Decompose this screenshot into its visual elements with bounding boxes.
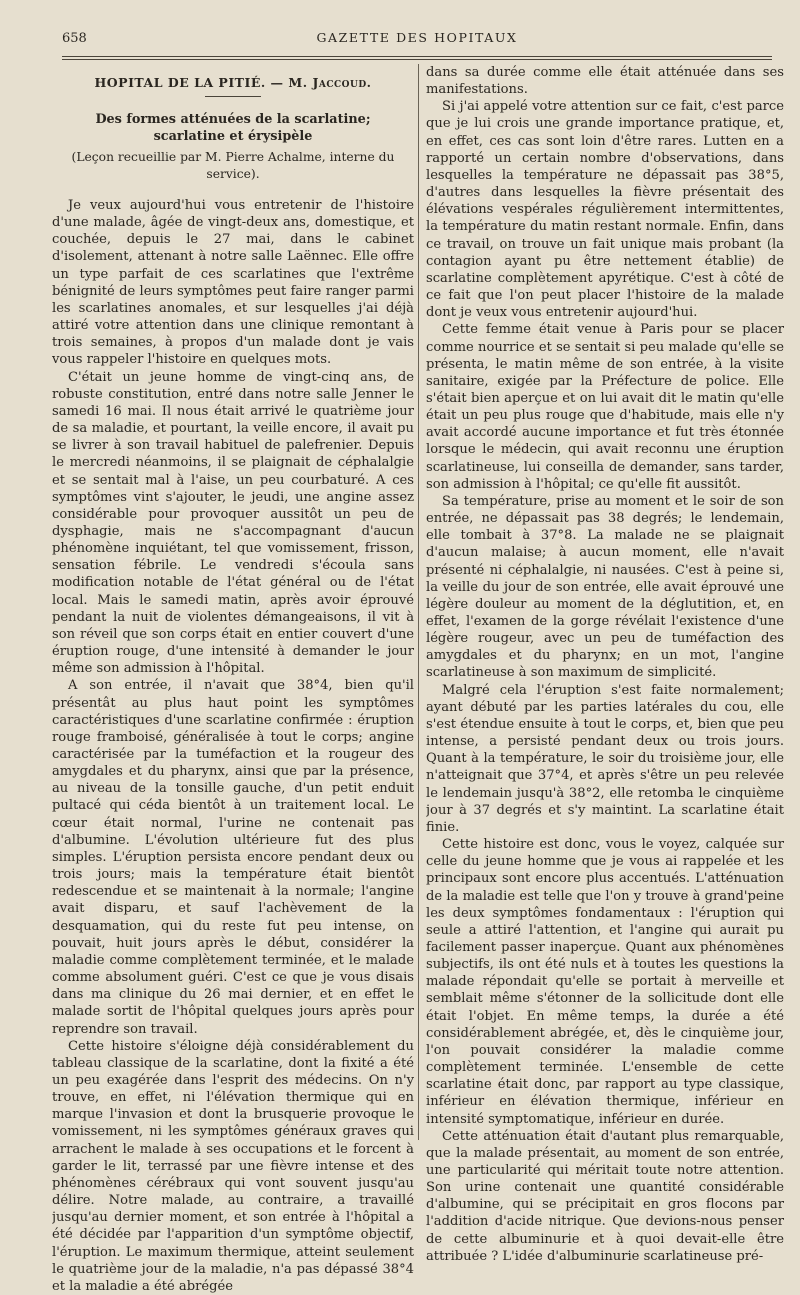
title-separator <box>205 96 261 97</box>
page-number: 658 <box>62 31 87 46</box>
paragraph: Si j'ai appelé votre attention sur ce fait, c'est parce que je lui crois une grande importance pratique, et, en effet, ces cas sont loin d'être rares. Lutten en a rapporté un certain nombre d'observations, dans lesquelles la température ne dépassait pas 38°5, d'autres dans lesquelles la fièvre présentait des élévations vespérales régulièrement intermittentes, la température du matin restant normale. Enfin, dans ce travail, on trouve un fait unique mais probant (la contagion ayant pu être nettement établie) de scarlatine complètement apyrétique. C'est à côté de ce fait que l'on peut placer l'histoire de la malade dont je veux vous entretenir aujourd'hui. <box>426 99 784 321</box>
article-subtitle: Des formes atténuées de la scarlatine; scarlatine et érysipèle <box>95 112 371 144</box>
page-header <box>62 30 772 52</box>
paragraph: Je veux aujourd'hui vous entretenir de l'histoire d'une malade, âgée de vingt-deux ans, domestique, et couchée, depuis le 27 mai, dans le cabinet d'isolement, attenant à notre salle Laënnec. Elle offre un type parfait de ces scarlatines que l'extrême bénignité de leurs symptômes peut faire ranger parmi les scarlatines anomales, et sur lesquelles j'ai déjà attiré votre attention dans une clinique remontant à trois semaines, à propos d'un malade dont je vais vous rappeler l'histoire en quelques mots. <box>52 198 414 368</box>
header-rule-secondary <box>62 59 772 60</box>
section-title: HOPITAL DE LA PITIÉ. — M. Jaccoud. <box>94 75 372 90</box>
paragraph: Cette histoire est donc, vous le voyez, calquée sur celle du jeune homme que je vous ai rappelée et les principaux sont encore plus accentués. L'atténuation de la maladie est telle que l'on y trouve à grand'peine les deux symptômes fondamentaux : l'éruption qui seule a attiré l'attention, et l'angine qui aurait pu facilement passer inaperçue. Quant aux phénomènes subjectifs, ils ont été nuls et à toutes les questions la malade répondait qu'elle se portait à merveille et semblait même s'étonner de la sollicitude dont elle était l'objet. En même temps, la durée a été considérablement abrégée, et, dès le cinquième jour, l'on pouvait considérer la maladie comme complètement terminée. L'ensemble de cette scarlatine était donc, par rapport au type classique, inférieur en élévation thermique, inférieur en intensité symptomatique, inférieur en durée. <box>426 837 784 1127</box>
paragraph: A son entrée, il n'avait que 38°4, bien qu'il présentât au plus haut point les symptômes caractéristiques d'une scarlatine confirmée : éruption rouge framboisé, généralisée à tout le corps; angine caractérisée par la tuméfaction et la rougeur des amygdales et du pharynx, ainsi que par la présence, au niveau de la tonsille gauche, d'un petit enduit pultacé qui céda bientôt à un traitement local. Le cœur était normal, l'urine ne contenait pas d'albumine. L'évolution ultérieure fut des plus simples. L'éruption persista encore pendant deux ou trois jours; mais la température était bientôt redescendue et se maintenait à la normale; l'angine avait disparu, et sauf l'achèvement de la desquamation, qui du reste fut peu intense, on pouvait, huit jours après le début, considérer la maladie comme complètement terminée, et le malade comme absolument guéri. C'est ce que je vous disais dans ma clinique du 26 mai dernier, et en effet le malade sortit de l'hôpital quelques jours après pour reprendre son travail. <box>52 678 414 1037</box>
paragraph: Cette histoire s'éloigne déjà considérablement du tableau classique de la scarlatine, dont la fixité a été un peu exagérée dans l'esprit des médecins. On n'y trouve, en effet, ni l'élévation thermique qui en marque l'invasion et dont la brusquerie provoque le vomissement, ni les symptômes généraux graves qui arrachent le malade à ses occupations et le forcent à garder le lit, terrassé par une fièvre intense et des phénomènes cérébraux qui vont souvent jusqu'au délire. Notre malade, au contraire, a travaillé jusqu'au dernier moment, et son entrée à l'hôpital a été décidée par l'apparition d'un symptôme objectif, l'éruption. Le maximum thermique, atteint seulement le quatrième jour de la maladie, n'a pas dépassé 38°4 et la maladie a été abrégée <box>52 1038 414 1294</box>
left-column <box>52 70 414 1295</box>
right-column <box>426 64 784 1265</box>
paragraph: Malgré cela l'éruption s'est faite normalement; ayant débuté par les parties latérales du cou, elle s'est étendue ensuite à tout le corps, et, bien que peu intense, a persisté pendant deux ou trois jours. Quant à la température, le soir du troisième jour, elle n'atteignait que 37°4, et après s'être un peu relevée le lendemain jusqu'à 38°2, elle retomba le cinquième jour à 37 degrés et s'y maintint. La scarlatine était finie. <box>426 682 784 835</box>
paragraph: Sa température, prise au moment et le soir de son entrée, ne dépassait pas 38 degrés; le lendemain, elle tombait à 37°8. La malade ne se plaignait d'aucun malaise; à aucun moment, elle n'avait présenté ni céphalalgie, ni nausées. C'est à peine si, la veille du jour de son entrée, elle avait éprouvé une légère douleur au moment de la déglutition, et, en effet, l'examen de la gorge révélait l'existence d'une légère rougeur, avec un peu de tuméfaction des amygdales et du pharynx; en un mot, l'angine scarlatineuse à son maximum de simplicité. <box>426 493 784 681</box>
column-divider <box>418 64 419 1140</box>
lecture-credit: (Leçon recueillie par M. Pierre Achalme, interne du service). <box>71 150 395 181</box>
paragraph: C'était un jeune homme de vingt-cinq ans, de robuste constitution, entré dans notre salle Jenner le samedi 16 mai. Il nous était arrivé le quatrième jour de sa maladie, et pourtant, la veille encore, il avait pu se livrer à son travail habituel de palefrenier. Depuis le mercredi néanmoins, il se plaignait de céphalalgie et se sentait mal à l'aise, un peu courbaturé. A ces symptômes vint s'ajouter, le jeudi, une angine assez considérable pour provoquer aussitôt un peu de dysphagie, mais ne s'accompagnant d'aucun phénomène inquiétant, tel que vomissement, frisson, sensation fébrile. Le vendredi s'écoula sans modification notable de l'état général ou de l'état local. Mais le samedi matin, après avoir éprouvé pendant la nuit de violentes démangeaisons, il vit à son réveil que son corps était en entier couvert d'une éruption rouge, d'une intensité à demander le jour même son admission à l'hôpital. <box>52 369 414 677</box>
journal-title: GAZETTE DES HOPITAUX <box>316 30 518 45</box>
paragraph: Cette femme était venue à Paris pour se placer comme nourrice et se sentait si peu malade qu'elle se présenta, le matin même de son entrée, à la visite sanitaire, exigée par la Préfecture de police. Elle s'était bien aperçue et on lui avait dit le matin qu'elle était un peu plus rouge que d'habitude, mais elle n'y avait accordé aucune importance et fut très étonnée lorsque le médecin, qui avait reconnu une éruption scarlatineuse, lui conseilla de demander, sans tarder, son admission à l'hôpital; ce qu'elle fit aussitôt. <box>426 322 784 492</box>
paragraph: dans sa durée comme elle était atténuée dans ses manifestations. <box>426 65 784 98</box>
header-rule <box>62 56 772 57</box>
paragraph: Cette atténuation était d'autant plus remarquable, que la malade présentait, au moment de son entrée, une particularité qui méritait toute notre attention. Son urine contenait une quantité considérable d'albumine, qui se précipitait en gros flocons par l'addition d'acide nitrique. Que devions-nous penser de cette albuminurie et à quoi devait-elle être attribuée ? L'idée d'albuminurie scarlatineuse pré- <box>426 1128 784 1264</box>
